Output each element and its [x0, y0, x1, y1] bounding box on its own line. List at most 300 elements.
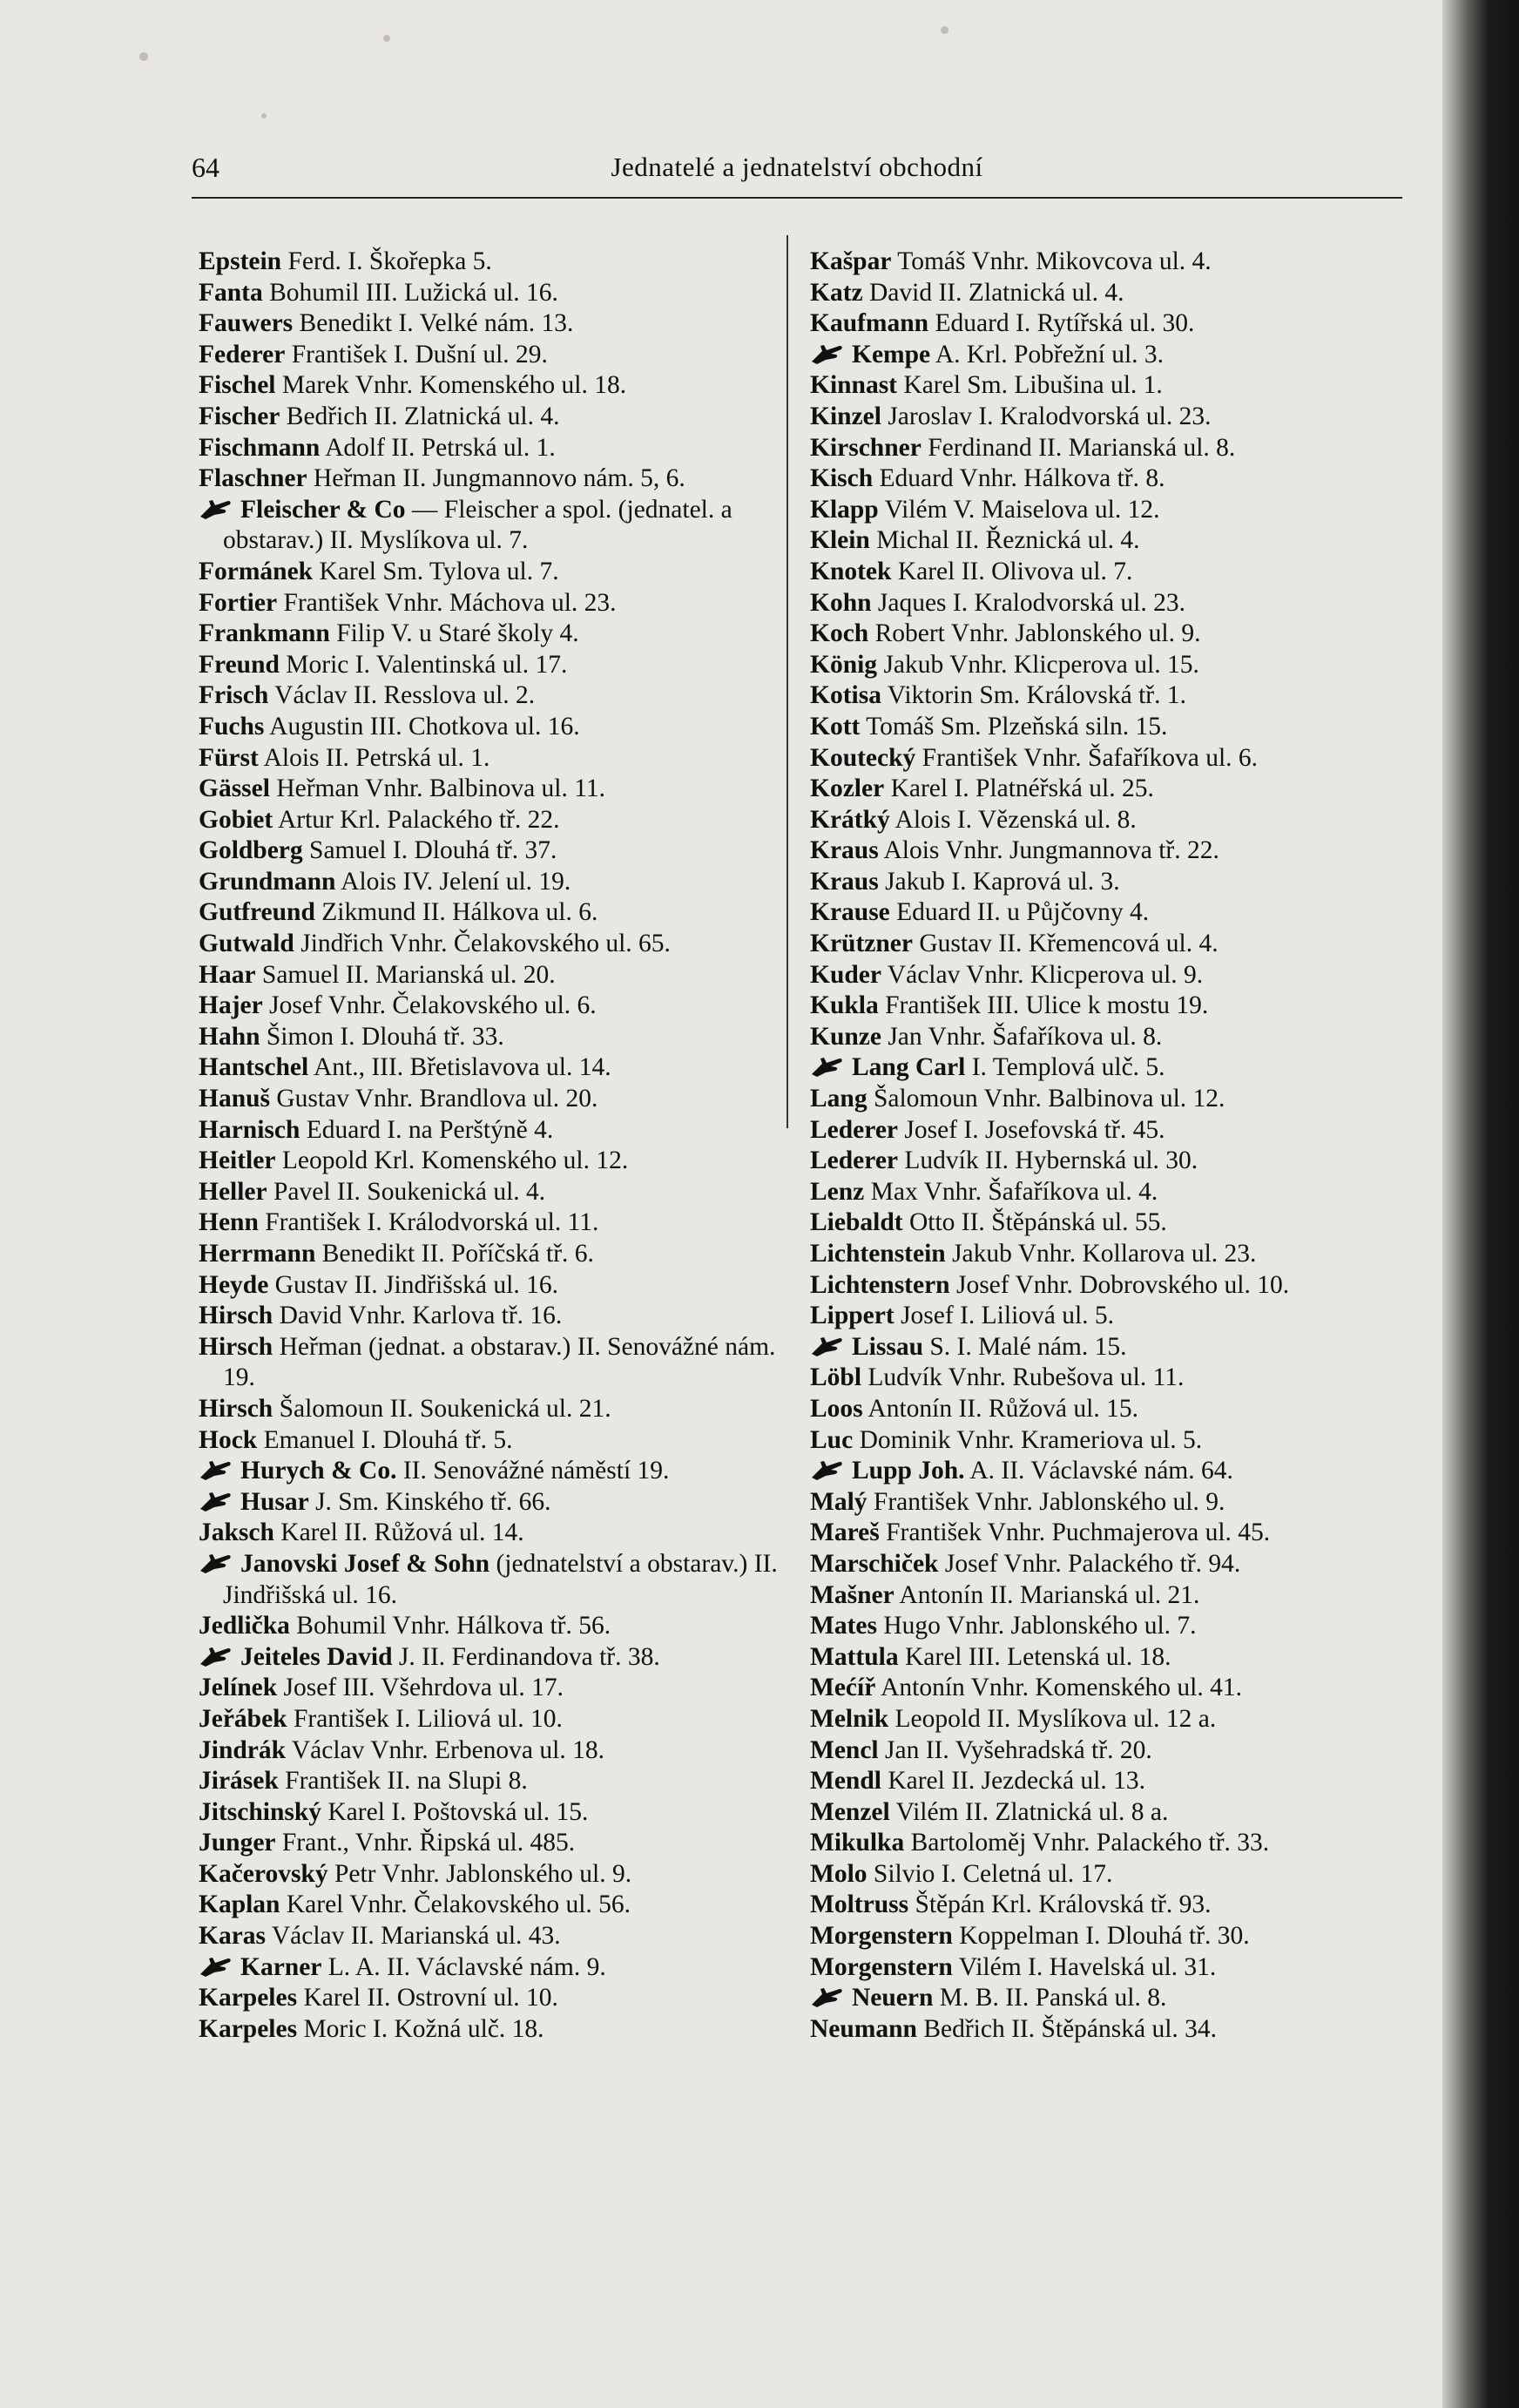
- entry-surname: Lichtenstein: [810, 1240, 946, 1268]
- entry-surname: Haar: [199, 960, 256, 989]
- entry-surname: Gutwald: [199, 930, 294, 958]
- entry-details: David II. Zlatnická ul. 4.: [869, 278, 1124, 307]
- entry-details: M. B. II. Panská ul. 8.: [939, 1984, 1167, 2012]
- entry-details: I. Templová ulč. 5.: [971, 1053, 1165, 1082]
- directory-entry: [810, 1642, 1411, 1674]
- entry-surname: Kinzel: [810, 402, 881, 430]
- entry-surname: Lichtenstern: [810, 1270, 950, 1299]
- directory-entry: [810, 495, 1411, 526]
- entry-surname: Kunze: [810, 1022, 881, 1051]
- entry-surname: Janovski Josef & Sohn: [240, 1549, 490, 1578]
- directory-entry: [199, 1207, 800, 1239]
- directory-entry: [810, 960, 1411, 991]
- header-rule: [192, 197, 1402, 199]
- entry-details: Václav Vnhr. Klicperova ul. 9.: [887, 960, 1204, 989]
- entry-surname: Kraus: [810, 836, 879, 865]
- entry-details: A. II. Václavské nám. 64.: [969, 1457, 1233, 1485]
- entry-details: Samuel I. Dlouhá tř. 37.: [309, 836, 557, 865]
- directory-entry: [810, 1052, 1411, 1084]
- entry-details: Alois I. Vězenská ul. 8.: [895, 805, 1137, 834]
- entry-surname: Fauwers: [199, 309, 294, 338]
- entry-details: Hugo Vnhr. Jablonského ul. 7.: [883, 1612, 1197, 1640]
- directory-entry: [810, 525, 1411, 557]
- entry-details: Ludvík II. Hybernská ul. 30.: [904, 1147, 1198, 1175]
- entry-details: Vilém I. Havelská ul. 31.: [958, 1952, 1217, 1981]
- entry-details: Emanuel I. Dlouhá tř. 5.: [263, 1425, 513, 1454]
- entry-surname: Mašner: [810, 1580, 895, 1609]
- directory-entry: [810, 1270, 1411, 1302]
- directory-entry: [199, 1394, 800, 1425]
- directory-entry: [810, 278, 1411, 309]
- entry-surname: Loos: [810, 1394, 863, 1423]
- directory-entry: [199, 897, 800, 929]
- print-speck: [941, 26, 949, 34]
- entry-surname: Kaufmann: [810, 309, 929, 338]
- entry-surname: Kačerovský: [199, 1859, 328, 1888]
- directory-entry: [810, 1952, 1411, 1984]
- entry-surname: Kraus: [810, 867, 879, 896]
- left-column: [199, 247, 800, 2045]
- entry-surname: Jedlička: [199, 1612, 290, 1640]
- pointing-hand-icon: [199, 1645, 233, 1667]
- entry-surname: Krause: [810, 898, 890, 927]
- entry-details: Eduard II. u Půjčovny 4.: [896, 898, 1150, 927]
- pointing-hand-icon: [199, 1458, 233, 1481]
- entry-surname: Hantschel: [199, 1053, 309, 1082]
- entry-details: Šimon I. Dlouhá tř. 33.: [266, 1022, 504, 1051]
- entry-details: František Vnhr. Jablonského ul. 9.: [873, 1487, 1225, 1516]
- entry-details: Max Vnhr. Šafaříkova ul. 4.: [870, 1177, 1158, 1206]
- directory-entry: [810, 1146, 1411, 1177]
- entry-details: Frant., Vnhr. Řipská ul. 485.: [281, 1829, 576, 1857]
- entry-details: Leopold II. Myslíkova ul. 12 a.: [895, 1704, 1217, 1733]
- entry-details: Benedikt I. Velké nám. 13.: [299, 309, 574, 338]
- entry-surname: Lenz: [810, 1177, 865, 1206]
- entry-details: Artur Krl. Palackého tř. 22.: [277, 805, 560, 834]
- entry-surname: Kinnast: [810, 371, 898, 400]
- directory-entry: [810, 619, 1411, 650]
- directory-entry: [199, 1270, 800, 1302]
- directory-entry: [810, 1177, 1411, 1208]
- directory-entry: [810, 1797, 1411, 1829]
- entry-surname: Lang Carl: [852, 1053, 966, 1082]
- directory-entry: [199, 402, 800, 433]
- entry-details: František III. Ulice k mostu 19.: [885, 991, 1209, 1020]
- entry-details: František Vnhr. Puchmajerova ul. 45.: [886, 1519, 1271, 1547]
- directory-entry: [810, 1456, 1411, 1487]
- pointing-hand-icon: [199, 1552, 233, 1574]
- entry-details: Jaques I. Kralodvorská ul. 23.: [877, 588, 1185, 617]
- entry-surname: Frisch: [199, 681, 269, 710]
- entry-surname: Heller: [199, 1177, 267, 1206]
- entry-surname: Fanta: [199, 278, 263, 307]
- directory-entry: [199, 340, 800, 371]
- entry-details: Jan II. Vyšehradská tř. 20.: [885, 1735, 1152, 1764]
- directory-entry: [199, 867, 800, 898]
- entry-details: Gustav II. Křemencová ul. 4.: [919, 930, 1219, 958]
- entry-surname: Lederer: [810, 1147, 899, 1175]
- entry-surname: Lupp Joh.: [852, 1457, 965, 1485]
- entry-details: Jakub Vnhr. Klicperova ul. 15.: [883, 650, 1199, 679]
- entry-details: Josef I. Josefovská tř. 45.: [904, 1115, 1165, 1144]
- directory-entry: [810, 340, 1411, 371]
- directory-entry: [199, 495, 800, 557]
- entry-surname: Kott: [810, 712, 861, 741]
- entry-details: Robert Vnhr. Jablonského ul. 9.: [874, 619, 1201, 648]
- running-title: Jednatelé a jednatelství obchodní: [611, 152, 983, 182]
- entry-details: David Vnhr. Karlova tř. 16.: [279, 1302, 563, 1330]
- directory-entry: [810, 929, 1411, 960]
- directory-entry: [810, 1828, 1411, 1859]
- entry-details: Gustav Vnhr. Brandlova ul. 20.: [276, 1085, 598, 1113]
- entry-surname: Jitschinský: [199, 1797, 321, 1826]
- entry-surname: Hurych & Co.: [240, 1457, 397, 1485]
- entry-surname: Federer: [199, 340, 286, 369]
- entry-surname: Fürst: [199, 743, 259, 772]
- directory-entry: [199, 1425, 800, 1457]
- directory-entry: [199, 1487, 800, 1519]
- directory-entry: [199, 743, 800, 774]
- entry-surname: König: [810, 650, 878, 679]
- directory-entry: [810, 557, 1411, 588]
- directory-entry: [810, 805, 1411, 836]
- entry-details: Ferd. I. Škořepka 5.: [287, 247, 492, 275]
- directory-entry: [199, 619, 800, 650]
- directory-entry: [810, 433, 1411, 464]
- pointing-hand-icon: [199, 1955, 233, 1978]
- entry-details: Silvio I. Celetná ul. 17.: [873, 1859, 1113, 1888]
- entry-details: Alois Vnhr. Jungmannova tř. 22.: [883, 836, 1219, 865]
- entry-details: Josef Vnhr. Palackého tř. 94.: [944, 1549, 1241, 1578]
- entry-details: František I. Liliová ul. 10.: [293, 1704, 563, 1733]
- entry-surname: Koch: [810, 619, 869, 648]
- entry-surname: Klapp: [810, 495, 879, 524]
- entry-details: Eduard I. Rytířská ul. 30.: [935, 309, 1195, 338]
- entry-details: Benedikt II. Poříčská tř. 6.: [321, 1240, 594, 1268]
- entry-surname: Karpeles: [199, 1984, 298, 2012]
- entry-surname: Hirsch: [199, 1302, 273, 1330]
- entry-surname: Fischmann: [199, 433, 321, 462]
- entry-surname: Kozler: [810, 774, 885, 803]
- entry-details: Václav Vnhr. Erbenova ul. 18.: [291, 1735, 604, 1764]
- entry-details: Antonín II. Marianská ul. 21.: [899, 1580, 1200, 1609]
- directory-entry: [199, 1549, 800, 1611]
- entry-details: Josef I. Liliová ul. 5.: [901, 1302, 1115, 1330]
- directory-entry: [199, 1735, 800, 1767]
- directory-entry: [199, 1301, 800, 1332]
- directory-entry: [199, 650, 800, 681]
- entry-details: Šalomoun Vnhr. Balbinova ul. 12.: [873, 1085, 1225, 1113]
- entry-details: Alois IV. Jelení ul. 19.: [341, 867, 571, 896]
- entry-surname: Kisch: [810, 464, 874, 493]
- directory-entry: [810, 1766, 1411, 1797]
- directory-entry: [199, 1983, 800, 2014]
- entry-surname: Fleischer & Co: [240, 495, 406, 524]
- entry-details: Josef Vnhr. Čelakovského ul. 6.: [269, 991, 597, 1020]
- entry-details: Antonín Vnhr. Komenského ul. 41.: [881, 1674, 1242, 1702]
- directory-entry: [199, 1518, 800, 1549]
- entry-details: Ferdinand II. Marianská ul. 8.: [928, 433, 1236, 462]
- directory-entry: [810, 1580, 1411, 1612]
- column-divider: [787, 235, 788, 1128]
- directory-entry: [810, 680, 1411, 712]
- directory-entry: [810, 1022, 1411, 1053]
- entry-surname: Henn: [199, 1208, 259, 1237]
- page-header: [192, 146, 1402, 199]
- entry-surname: Mates: [810, 1612, 877, 1640]
- entry-surname: Formánek: [199, 557, 314, 585]
- directory-entry: [199, 1456, 800, 1487]
- entry-surname: Neuern: [852, 1984, 934, 2012]
- entry-surname: Karas: [199, 1922, 267, 1951]
- entry-details: Karel II. Ostrovní ul. 10.: [303, 1984, 558, 2012]
- entry-surname: Hahn: [199, 1022, 260, 1051]
- entry-surname: Husar: [240, 1487, 309, 1516]
- print-speck: [139, 52, 148, 61]
- directory-entry: [810, 247, 1411, 278]
- entry-details: Karel I. Platnéřská ul. 25.: [890, 774, 1154, 803]
- directory-entry: [199, 1704, 800, 1735]
- entry-details: Bartoloměj Vnhr. Palackého tř. 33.: [910, 1829, 1270, 1857]
- directory-entry: [810, 1239, 1411, 1270]
- entry-details: Karel Sm. Libušina ul. 1.: [903, 371, 1163, 400]
- directory-entry: [199, 278, 800, 309]
- entry-details: Václav II. Marianská ul. 43.: [271, 1922, 561, 1951]
- directory-entry: [199, 588, 800, 619]
- entry-surname: Herrmann: [199, 1240, 316, 1268]
- entry-details: Šalomoun II. Soukenická ul. 21.: [279, 1394, 611, 1423]
- entry-surname: Gobiet: [199, 805, 273, 834]
- directory-entry: [810, 897, 1411, 929]
- entry-surname: Karpeles: [199, 2014, 298, 2043]
- entry-details: Vilém II. Zlatnická ul. 8 a.: [895, 1797, 1169, 1826]
- entry-surname: Jeřábek: [199, 1704, 287, 1733]
- entry-surname: Epstein: [199, 247, 282, 275]
- directory-entry: [810, 867, 1411, 898]
- entry-surname: Luc: [810, 1425, 854, 1454]
- directory-entry: [810, 991, 1411, 1022]
- entry-surname: Jirásek: [199, 1767, 279, 1796]
- entry-details: J. Sm. Kinského tř. 66.: [315, 1487, 551, 1516]
- entry-details: František Vnhr. Máchova ul. 23.: [283, 588, 617, 617]
- entry-details: Dominik Vnhr. Krameriova ul. 5.: [859, 1425, 1203, 1454]
- directory-entry: [810, 774, 1411, 805]
- entry-details: Adolf II. Petrská ul. 1.: [325, 433, 556, 462]
- entry-surname: Hirsch: [199, 1332, 273, 1361]
- directory-entry: [810, 2014, 1411, 2046]
- directory-entry: [810, 463, 1411, 495]
- entry-surname: Koutecký: [810, 743, 916, 772]
- entry-surname: Katz: [810, 278, 863, 307]
- entry-details: Josef Vnhr. Dobrovského ul. 10.: [955, 1270, 1290, 1299]
- directory-entry: [810, 1859, 1411, 1891]
- directory-entry: [810, 1394, 1411, 1425]
- entry-details: Bohumil III. Lužická ul. 16.: [269, 278, 558, 307]
- entry-details: Karel Sm. Tylova ul. 7.: [319, 557, 559, 585]
- entry-details: Josef III. Všehrdova ul. 17.: [283, 1674, 564, 1702]
- entry-surname: Gutfreund: [199, 898, 315, 927]
- entry-surname: Menzel: [810, 1797, 890, 1826]
- directory-entry: [199, 1673, 800, 1704]
- entry-details: II. Senovážné náměstí 19.: [402, 1457, 670, 1485]
- directory-entry: [810, 1549, 1411, 1580]
- entry-details: Antonín II. Růžová ul. 15.: [868, 1394, 1138, 1423]
- entry-details: Bedřich II. Zlatnická ul. 4.: [286, 402, 560, 430]
- entry-details: Karel II. Olivova ul. 7.: [897, 557, 1133, 585]
- directory-entry: [199, 774, 800, 805]
- directory-entry: [199, 247, 800, 278]
- entry-surname: Krátký: [810, 805, 890, 834]
- directory-entry: [810, 1673, 1411, 1704]
- entry-surname: Goldberg: [199, 836, 303, 865]
- directory-entry: [199, 712, 800, 743]
- entry-details: Augustin III. Chotkova ul. 16.: [269, 712, 580, 741]
- pointing-hand-icon: [810, 1055, 845, 1078]
- entry-surname: Löbl: [810, 1363, 862, 1392]
- entry-details: Vilém V. Maiselova ul. 12.: [884, 495, 1160, 524]
- entry-details: — Fleischer a spol. (jednatel. a obstarav.) II. Myslíkova ul. 7.: [223, 495, 732, 555]
- entry-details: S. I. Malé nám. 15.: [929, 1332, 1127, 1361]
- entry-details: Karel Vnhr. Čelakovského ul. 56.: [286, 1891, 631, 1919]
- directory-entry: [199, 1797, 800, 1829]
- directory-entry: [199, 1177, 800, 1208]
- directory-entry: [199, 1890, 800, 1921]
- entry-surname: Jaksch: [199, 1519, 274, 1547]
- entry-details: Marek Vnhr. Komenského ul. 18.: [281, 371, 627, 400]
- directory-entry: [810, 712, 1411, 743]
- entry-surname: Frankmann: [199, 619, 330, 648]
- entry-surname: Heitler: [199, 1147, 276, 1175]
- entry-surname: Kaplan: [199, 1891, 280, 1919]
- entry-details: Otto II. Štěpánská ul. 55.: [908, 1208, 1167, 1237]
- entry-details: Jakub I. Kaprová ul. 3.: [885, 867, 1120, 896]
- entry-details: Leopold Krl. Komenského ul. 12.: [281, 1147, 629, 1175]
- directory-entry: [810, 743, 1411, 774]
- directory-entry: [810, 1332, 1411, 1363]
- directory-entry: [199, 1952, 800, 1984]
- entry-details: Tomáš Vnhr. Mikovcova ul. 4.: [897, 247, 1212, 275]
- entry-details: Václav II. Resslova ul. 2.: [274, 681, 536, 710]
- entry-details: Viktorin Sm. Královská tř. 1.: [887, 681, 1186, 710]
- entry-surname: Kempe: [852, 340, 931, 369]
- entry-surname: Kohn: [810, 588, 872, 617]
- directory-entry: [810, 1115, 1411, 1147]
- entry-surname: Fortier: [199, 588, 278, 617]
- entry-details: František I. Dušní ul. 29.: [291, 340, 548, 369]
- directory-entry: [199, 370, 800, 402]
- entry-surname: Jindrák: [199, 1735, 287, 1764]
- directory-entry: [199, 1828, 800, 1859]
- entry-surname: Flaschner: [199, 464, 307, 493]
- pointing-hand-icon: [810, 342, 845, 365]
- directory-entry: [199, 433, 800, 464]
- entry-surname: Hajer: [199, 991, 263, 1020]
- print-speck: [261, 113, 267, 118]
- entry-details: Karel I. Poštovská ul. 15.: [327, 1797, 589, 1826]
- right-column: [810, 247, 1411, 2045]
- directory-entry: [810, 1425, 1411, 1457]
- entry-surname: Klein: [810, 526, 870, 555]
- entry-surname: Marschiček: [810, 1549, 939, 1578]
- entry-details: L. A. II. Václavské nám. 9.: [327, 1952, 606, 1981]
- entry-surname: Hirsch: [199, 1394, 273, 1423]
- pointing-hand-icon: [199, 1490, 233, 1512]
- entry-details: Štěpán Krl. Královská tř. 93.: [915, 1891, 1212, 1919]
- directory-entry: [199, 463, 800, 495]
- directory-entry: [199, 1766, 800, 1797]
- entry-surname: Kirschner: [810, 433, 922, 462]
- directory-entry: [199, 805, 800, 836]
- pointing-hand-icon: [810, 1458, 845, 1481]
- directory-entry: [810, 1983, 1411, 2014]
- entry-details: Eduard Vnhr. Hálkova tř. 8.: [879, 464, 1165, 493]
- directory-entry: [810, 1084, 1411, 1115]
- directory-entry: [810, 1301, 1411, 1332]
- entry-surname: Mikulka: [810, 1829, 905, 1857]
- entry-details: Jan Vnhr. Šafaříkova ul. 8.: [888, 1022, 1163, 1051]
- entry-details: Heřman II. Jungmannovo nám. 5, 6.: [313, 464, 685, 493]
- entry-details: Jindřich Vnhr. Čelakovského ul. 65.: [300, 930, 671, 958]
- entry-details: Moric I. Valentinská ul. 17.: [286, 650, 568, 679]
- entry-surname: Liebaldt: [810, 1208, 903, 1237]
- directory-entry: [199, 1115, 800, 1147]
- directory-entry: [199, 557, 800, 588]
- entry-details: Karel II. Růžová ul. 14.: [280, 1519, 524, 1547]
- directory-entry: [199, 1052, 800, 1084]
- entry-details: A. Krl. Pobřežní ul. 3.: [935, 340, 1165, 369]
- page-edge-shadow: [1442, 0, 1519, 2408]
- entry-details: František Vnhr. Šafaříkova ul. 6.: [922, 743, 1259, 772]
- entry-surname: Kašpar: [810, 247, 892, 275]
- entry-details: Jaroslav I. Kralodvorská ul. 23.: [888, 402, 1212, 430]
- entry-surname: Malý: [810, 1487, 868, 1516]
- entry-details: J. II. Ferdinandova tř. 38.: [398, 1642, 660, 1671]
- entry-details: Karel III. Letenská ul. 18.: [904, 1642, 1171, 1671]
- entry-details: (jednatelství a obstarav.) II. Jindřišská ul. 16.: [223, 1549, 778, 1609]
- directory-entry: [810, 1487, 1411, 1519]
- entry-surname: Moltruss: [810, 1891, 909, 1919]
- directory-entry: [810, 1363, 1411, 1394]
- directory-entry: [199, 2014, 800, 2046]
- directory-entry: [810, 1207, 1411, 1239]
- entry-surname: Mareš: [810, 1519, 880, 1547]
- entry-details: Tomáš Sm. Plzeňská siln. 15.: [866, 712, 1168, 741]
- directory-entry: [199, 1239, 800, 1270]
- directory-entry: [199, 960, 800, 991]
- entry-surname: Gässel: [199, 774, 270, 803]
- directory-entry: [810, 1518, 1411, 1549]
- entry-details: Ant., III. Břetislavova ul. 14.: [313, 1053, 611, 1082]
- entry-surname: Molo: [810, 1859, 868, 1888]
- directory-entry: [199, 1146, 800, 1177]
- entry-surname: Fuchs: [199, 712, 265, 741]
- directory-entry: [810, 402, 1411, 433]
- entry-surname: Jeiteles David: [240, 1642, 393, 1671]
- directory-entry: [199, 1022, 800, 1053]
- entry-details: Moric I. Kožná ulč. 18.: [303, 2014, 544, 2043]
- entry-surname: Melnik: [810, 1704, 889, 1733]
- directory-entry: [199, 1084, 800, 1115]
- directory-entry: [199, 1859, 800, 1891]
- directory-entry: [810, 1890, 1411, 1921]
- entry-details: Heřman (jednat. a obstarav.) II. Senovážné nám. 19.: [223, 1332, 776, 1392]
- directory-entry: [810, 835, 1411, 867]
- entry-surname: Lang: [810, 1085, 868, 1113]
- directory-entry: [199, 1611, 800, 1642]
- directory-entry: [199, 1642, 800, 1674]
- entry-surname: Kuder: [810, 960, 881, 989]
- entry-details: Heřman Vnhr. Balbinova ul. 11.: [276, 774, 606, 803]
